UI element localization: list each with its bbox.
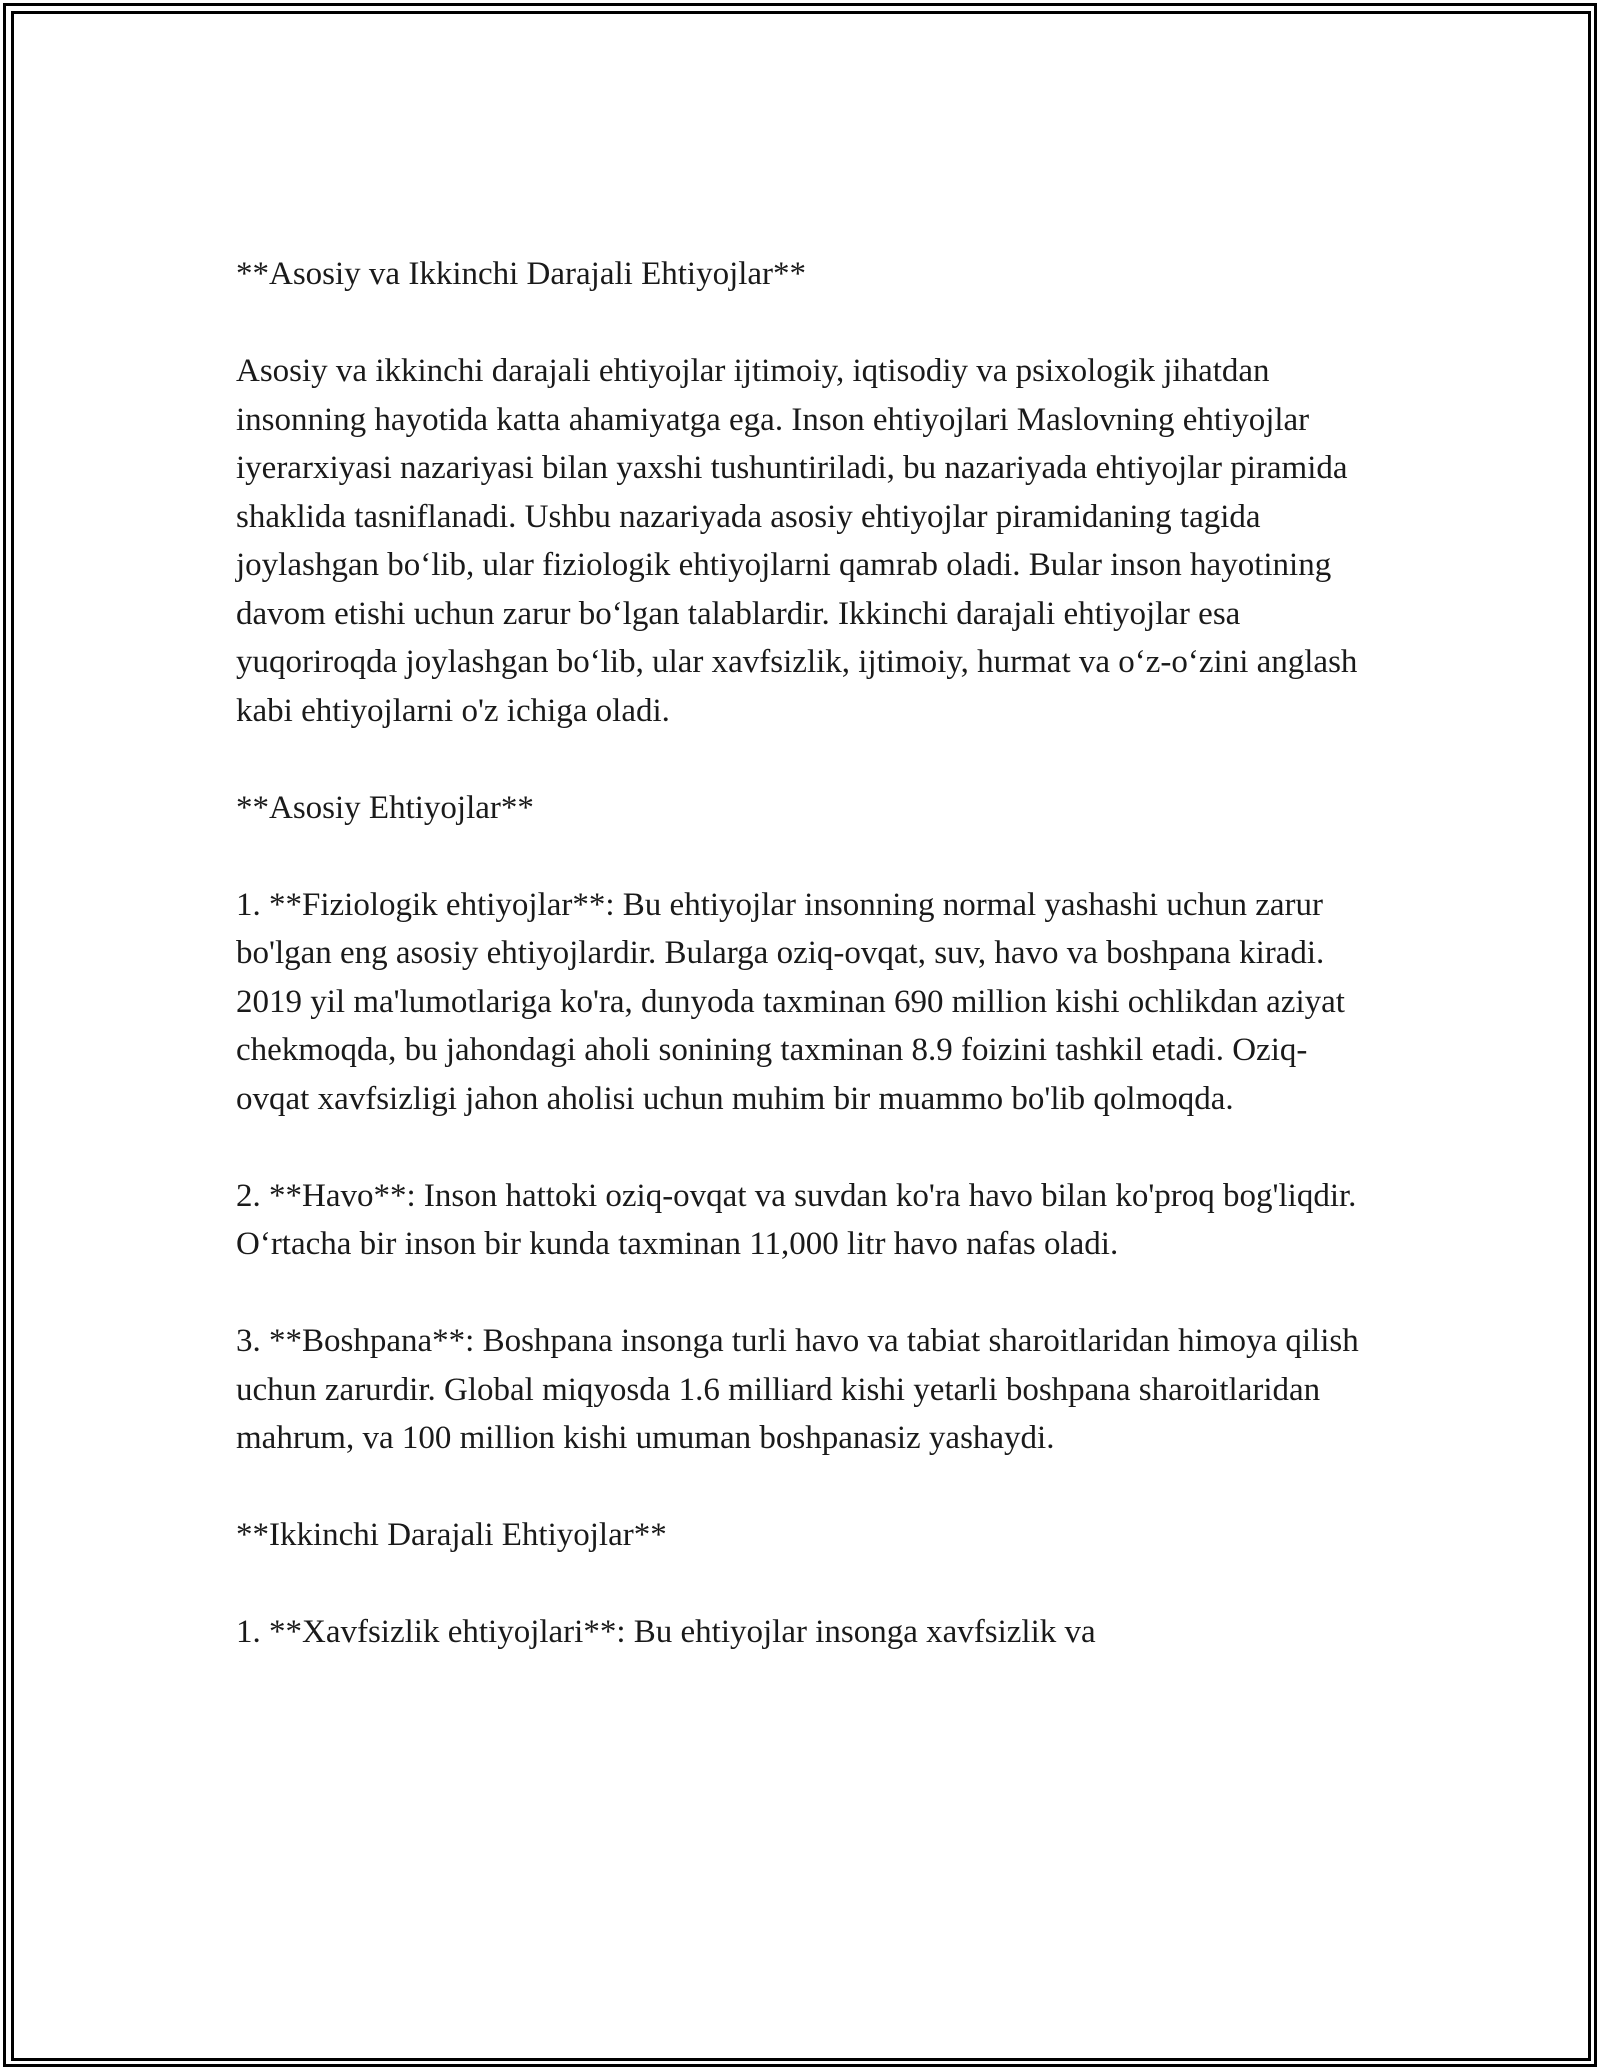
document-body: [236, 250, 1376, 1657]
list-item-physiological-needs: 1. **Fiziologik ehtiyojlar**: Bu ehtiyojlar insonning normal yashashi uchun zarur bo'lgan eng asosiy ehtiyojlardir. Bularga oziq-ovqat, suv, havo va boshpana kiradi. 2019 yil ma'lumotlariga ko'ra, dunyoda taxminan 690 million kishi ochlikdan aziyat chekmoqda, bu jahondagi aholi sonining taxminan 8.9 foizini tashkil etadi. Oziq-ovqat xavfsizligi jahon aholisi uchun muhim bir muammo bo'lib qolmoqda.: [236, 886, 1345, 1117]
list-item-shelter: 3. **Boshpana**: Boshpana insonga turli havo va tabiat sharoitlaridan himoya qilish uchun zarurdir. Global miqyosda 1.6 milliard kishi yetarli boshpana sharoitlaridan mahrum, va 100 million kishi umuman boshpanasiz yashaydi.: [236, 1323, 1359, 1456]
section-heading-basic-needs: **Asosiy Ehtiyojlar**: [236, 789, 534, 826]
list-item-safety-needs: 1. **Xavfsizlik ehtiyojlari**: Bu ehtiyojlar insonga xavfsizlik va: [236, 1614, 1096, 1650]
list-item-air: 2. **Havo**: Inson hattoki oziq-ovqat va suvdan ko'ra havo bilan ko'proq bog'liqdir. O‘rtacha bir inson bir kunda taxminan 11,000 litr havo nafas oladi.: [236, 1177, 1357, 1262]
intro-paragraph: Asosiy va ikkinchi darajali ehtiyojlar ijtimoiy, iqtisodiy va psixologik jihatdan insonning hayotida katta ahamiyatga ega. Inson ehtiyojlari Maslovning ehtiyojlar iyerarxiyasi nazariyasi bilan yaxshi tushuntiriladi, bu nazariyada ehtiyojlar piramida shaklida tasniflanadi. Ushbu nazariyada asosiy ehtiyojlar piramidaning tagida joylashgan bo‘lib, ular fiziologik ehtiyojlarni qamrab oladi. Bular inson hayotining davom etishi uchun zarur bo‘lgan talablardir. Ikkinchi darajali ehtiyojlar esa yuqoriroqda joylashgan bo‘lib, ular xavfsizlik, ijtimoiy, hurmat va o‘z-o‘zini anglash kabi ehtiyojlarni o'z ichiga oladi.: [236, 353, 1358, 729]
document-title: **Asosiy va Ikkinchi Darajali Ehtiyojlar**: [236, 256, 807, 292]
section-heading-secondary-needs: **Ikkinchi Darajali Ehtiyojlar**: [236, 1517, 667, 1553]
